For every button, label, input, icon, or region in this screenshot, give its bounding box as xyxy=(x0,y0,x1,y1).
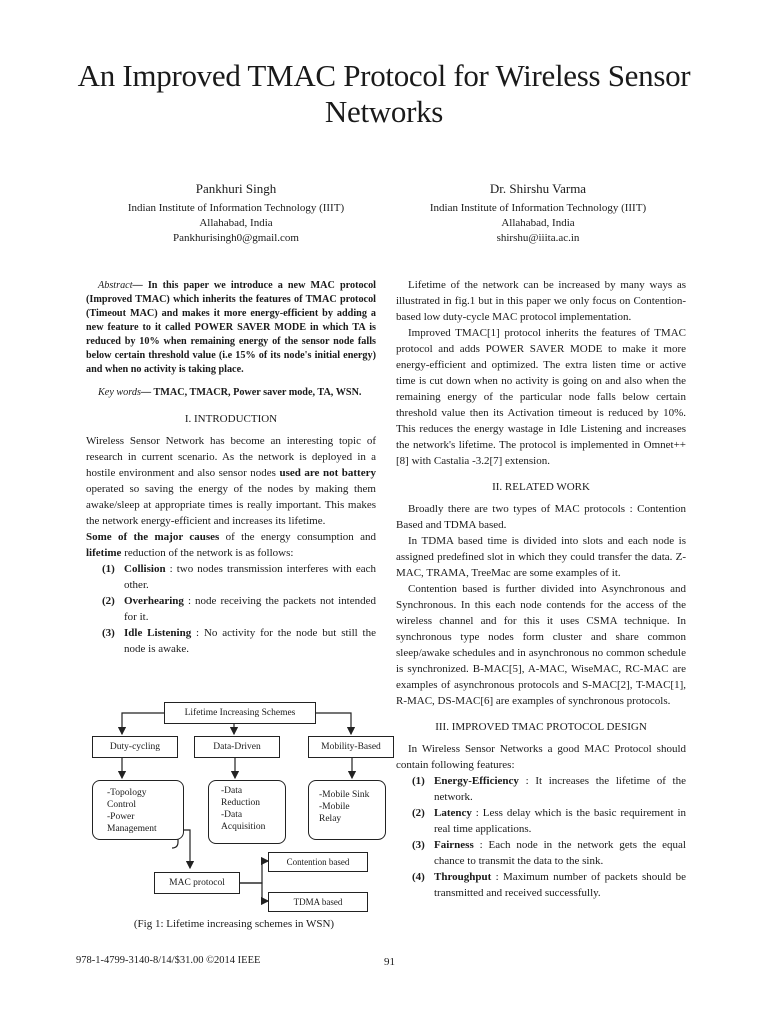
sub-box-duty-cycling xyxy=(92,780,184,840)
paragraph: Lifetime of the network can be increased by many ways as illustrated in fig.1 but in this paper we only focus on Contention-based low duty-cycle MAC protocol implementation. xyxy=(396,279,686,323)
list-text: : Maximum number of packets should be transmitted and received successfully. xyxy=(434,871,686,899)
list-item xyxy=(396,773,686,805)
sub-item: -Data xyxy=(221,810,243,820)
abstract-text: In this paper we introduce a new MAC protocol (Improved TMAC) which inherits the features of TMAC protocol (Timeout MAC) and makes it more energy-efficient by adding a new feature to it called POWER SAVER MODE in which TA is reduced by 10% when remaining energy of the sensor node falls below certain threshold value (i.e 15% of its node's initial energy) and when no activity is taking place. xyxy=(86,280,377,375)
bold-run: Some of the major causes xyxy=(86,531,220,543)
abstract-label: Abstract xyxy=(98,280,133,291)
intro-paragraph-2 xyxy=(86,529,376,561)
text-run: Wireless Sensor Network has become an interesting topic of research in current scenario. As the network is deployed in a hostile environment and also sensor nodes xyxy=(86,435,376,479)
list-number: (4) xyxy=(412,871,425,883)
section-heading-design: III. IMPROVED TMAC PROTOCOL DESIGN xyxy=(435,721,647,733)
bold-run: lifetime xyxy=(86,547,122,559)
keywords-dash: — xyxy=(140,387,154,398)
list-text: : Less delay which is the basic requirement in real time applications. xyxy=(434,807,686,835)
list-number: (1) xyxy=(102,563,115,575)
author-institution: Indian Institute of Information Technology (IIIT) xyxy=(127,202,345,214)
text-run: operated so saving the energy of the nodes by making them awake/sleep at appropriate times is really important. This makes the network energy-efficient and increases its lifetime. xyxy=(86,483,376,527)
sub-box-data-driven xyxy=(208,780,286,844)
author-institution: Indian Institute of Information Technology (IIIT) xyxy=(429,202,647,214)
abstract xyxy=(86,279,376,377)
copyright-footer: 978-1-4799-3140-8/14/$31.00 ©2014 IEEE xyxy=(76,955,261,966)
tdma-based-box: TDMA based xyxy=(268,892,368,912)
sub-item: -Power xyxy=(107,812,135,822)
author-block-2 xyxy=(388,180,688,246)
page-number: 91 xyxy=(384,956,395,968)
list-term: Energy-Efficiency xyxy=(434,775,519,787)
list-text: : two nodes transmission interferes with each other. xyxy=(124,563,376,591)
paragraph: Broadly there are two types of MAC protocols : Contention Based and TDMA based. xyxy=(396,503,686,531)
sub-item: Management xyxy=(107,824,157,834)
root-box: Lifetime Increasing Schemes xyxy=(164,702,316,724)
paragraph: In TDMA based time is divided into slots and each node is assigned predefined slot in which they could transfer the data. Z-MAC, TRAMA, TreeMac are some examples of it. xyxy=(396,535,686,579)
sub-box-mobility-based xyxy=(308,780,386,840)
list-number: (2) xyxy=(412,807,425,819)
list-text: : Each node in the network gets the equal chance to transmit the data to the sink. xyxy=(434,839,686,867)
category-box-duty-cycling: Duty-cycling xyxy=(92,736,178,758)
list-item xyxy=(86,625,376,657)
author-block-1 xyxy=(86,180,386,246)
list-number: (3) xyxy=(412,839,425,851)
text-run: of the energy consumption and xyxy=(219,531,376,543)
list-item xyxy=(396,805,686,837)
abstract-dash: — xyxy=(132,280,148,291)
sub-item: Acquisition xyxy=(221,822,266,832)
sub-item: -Data xyxy=(221,786,243,796)
list-text: : node receiving the packets not intended for it. xyxy=(124,595,376,623)
sub-item: Reduction xyxy=(221,798,261,808)
sub-item: Relay xyxy=(319,814,342,824)
list-number: (1) xyxy=(412,775,425,787)
left-column xyxy=(86,279,376,657)
list-item xyxy=(396,837,686,869)
causes-list xyxy=(86,561,376,657)
figure-caption: (Fig 1: Lifetime increasing schemes in WSN) xyxy=(133,918,335,930)
list-term: Fairness xyxy=(434,839,474,851)
text-run: reduction of the network is as follows: xyxy=(121,547,294,559)
intro-paragraph-1 xyxy=(86,433,376,529)
sub-item: Control xyxy=(107,800,137,810)
author-email: Pankhurisingh0@gmail.com xyxy=(173,232,299,244)
list-term: Throughput xyxy=(434,871,492,883)
paragraph: In Wireless Sensor Networks a good MAC Protocol should contain following features: xyxy=(396,743,686,771)
list-text: : It increases the lifetime of the network. xyxy=(434,775,686,803)
list-item xyxy=(396,869,686,901)
sub-item: -Mobile xyxy=(319,802,350,812)
sub-item: -Mobile Sink xyxy=(319,790,370,800)
features-list xyxy=(396,773,686,901)
category-box-data-driven: Data-Driven xyxy=(194,736,280,758)
list-term: Overhearing xyxy=(124,595,184,607)
paper-title: An Improved TMAC Protocol for Wireless Sensor Networks xyxy=(77,58,691,129)
bold-run: used are not battery xyxy=(279,467,376,479)
paragraph: Improved TMAC[1] protocol inherits the features of TMAC protocol and adds POWER SAVER MODE to make it more energy-efficient and optimized. The extra listen time or active time is cut down when no activity is going on and also when the remaining energy of the particular node falls below certain threshold value then its Activation timeout is reduced by 10%. This reduces the energy wastage in Idle Listening and increases the network's lifetime. The protocol is implemented in Omnet++[8] with Castalia -3.2[7] extension. xyxy=(396,327,686,467)
right-column xyxy=(396,277,686,901)
author-name: Pankhuri Singh xyxy=(195,181,277,196)
mac-protocol-box: MAC protocol xyxy=(154,872,240,894)
list-term: Idle Listening xyxy=(124,627,192,639)
keywords-label: Key words xyxy=(98,387,141,398)
author-name: Dr. Shirshu Varma xyxy=(489,181,587,196)
author-city: Allahabad, India xyxy=(501,217,575,229)
contention-based-box: Contention based xyxy=(268,852,368,872)
keywords-text: TMAC, TMACR, Power saver mode, TA, WSN. xyxy=(153,387,362,398)
list-text: : No activity for the node but still the node is awake. xyxy=(124,627,376,655)
list-number: (3) xyxy=(102,627,115,639)
figure-1-diagram xyxy=(86,696,386,936)
list-term: Latency xyxy=(434,807,472,819)
list-item xyxy=(86,593,376,625)
sub-item: -Topology xyxy=(107,788,147,798)
section-heading-introduction: I. INTRODUCTION xyxy=(184,413,278,425)
section-heading-related-work: II. RELATED WORK xyxy=(492,481,590,493)
author-email: shirshu@iiita.ac.in xyxy=(496,232,580,244)
author-city: Allahabad, India xyxy=(199,217,273,229)
category-box-mobility-based: Mobility-Based xyxy=(308,736,394,758)
list-number: (2) xyxy=(102,595,115,607)
keywords xyxy=(86,385,376,401)
paragraph: Contention based is further divided into Asynchronous and Synchronous. In this each node contends for the access of the wireless channel and for this it uses CSMA technique. In synchronous type nodes form cluster and share common sleep/awake schedules and in asynchronous no common schedule is synchronized. B-MAC[5], A-MAC, WiseMAC, RC-MAC are examples of asynchronous protocols and S-MAC[2], T-MAC[1], R-MAC, DS-MAC[6] are examples of synchronous protocols. xyxy=(396,583,686,707)
list-term: Collision xyxy=(124,563,166,575)
list-item xyxy=(86,561,376,593)
